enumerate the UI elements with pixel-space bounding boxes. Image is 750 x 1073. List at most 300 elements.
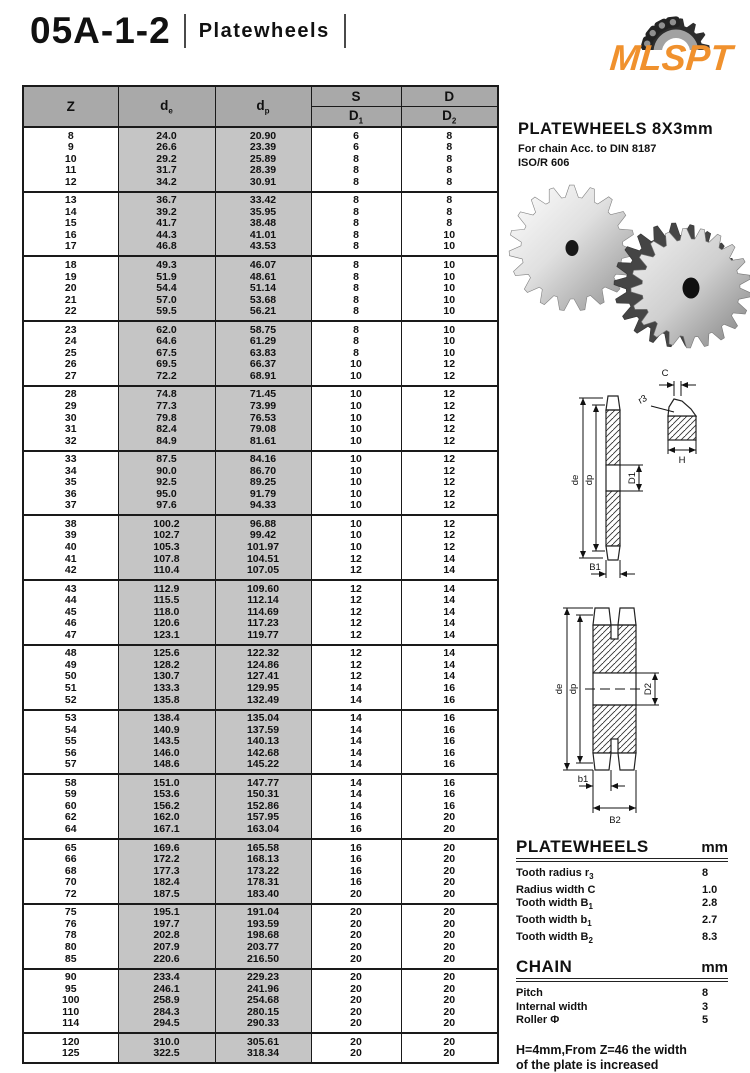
table-cell: 35 bbox=[23, 477, 118, 489]
table-cell: 20 bbox=[401, 877, 498, 889]
table-cell: 10 bbox=[311, 371, 401, 386]
table-cell: 13 bbox=[23, 192, 118, 207]
table-cell: 147.77 bbox=[215, 774, 311, 789]
spec-label: Tooth width $B_2$ bbox=[516, 930, 593, 945]
single-platewheel-photo bbox=[509, 185, 635, 311]
table-row bbox=[23, 710, 498, 725]
table-cell: 72 bbox=[23, 889, 118, 904]
table-cell: 12 bbox=[401, 489, 498, 501]
table-cell: 310.0 bbox=[118, 1033, 215, 1048]
table-cell: 140.9 bbox=[118, 725, 215, 737]
table-row bbox=[23, 759, 498, 774]
table-cell: 41.01 bbox=[215, 230, 311, 242]
spec-row bbox=[516, 897, 728, 914]
table-cell: 8 bbox=[401, 218, 498, 230]
table-cell: 10 bbox=[311, 489, 401, 501]
table-cell: 79.8 bbox=[118, 413, 215, 425]
table-cell: 39 bbox=[23, 530, 118, 542]
table-cell: 12 bbox=[401, 386, 498, 401]
table-cell: 35.95 bbox=[215, 207, 311, 219]
table-cell: 41.7 bbox=[118, 218, 215, 230]
spec-value: 8 bbox=[702, 987, 709, 1000]
table-cell: 20 bbox=[311, 889, 401, 904]
table-cell: 203.77 bbox=[215, 942, 311, 954]
table-cell: 11 bbox=[23, 165, 118, 177]
table-cell: 25.89 bbox=[215, 154, 311, 166]
table-cell: 46.07 bbox=[215, 256, 311, 271]
table-cell: 8 bbox=[311, 336, 401, 348]
table-cell: 12 bbox=[401, 401, 498, 413]
table-cell: 20 bbox=[401, 1007, 498, 1019]
table-cell: 163.04 bbox=[215, 824, 311, 839]
dim-label-de: de bbox=[570, 474, 581, 486]
table-cell: 30 bbox=[23, 413, 118, 425]
table-cell: 207.9 bbox=[118, 942, 215, 954]
spec-row bbox=[516, 931, 728, 948]
table-cell: 10 bbox=[311, 424, 401, 436]
table-cell: 29 bbox=[23, 401, 118, 413]
table-cell: 148.6 bbox=[118, 759, 215, 774]
table-cell: 322.5 bbox=[118, 1048, 215, 1063]
table-cell: 66 bbox=[23, 854, 118, 866]
table-cell: 168.13 bbox=[215, 854, 311, 866]
table-cell: 294.5 bbox=[118, 1018, 215, 1033]
table-header bbox=[23, 86, 498, 127]
spec-value: 1.0 bbox=[702, 883, 718, 896]
table-cell: 12 bbox=[401, 530, 498, 542]
table-cell: 12 bbox=[401, 359, 498, 371]
table-cell: 8 bbox=[311, 218, 401, 230]
chain-spec-heading bbox=[516, 957, 728, 982]
table-cell: 8 bbox=[401, 177, 498, 192]
table-cell: 66.37 bbox=[215, 359, 311, 371]
divider bbox=[184, 14, 186, 48]
table-cell: 20 bbox=[401, 889, 498, 904]
table-cell: 20 bbox=[401, 969, 498, 984]
col-d2: $D_2$ bbox=[401, 107, 498, 128]
col-z: Z bbox=[23, 86, 118, 127]
table-cell: 92.5 bbox=[118, 477, 215, 489]
table-cell: 73.99 bbox=[215, 401, 311, 413]
table-cell: 8 bbox=[401, 207, 498, 219]
table-cell: 45 bbox=[23, 607, 118, 619]
table-cell: 75 bbox=[23, 904, 118, 919]
spec-value: 2.8 bbox=[702, 897, 718, 910]
table-cell: 25 bbox=[23, 348, 118, 360]
table-cell: 20 bbox=[311, 904, 401, 919]
table-cell: 10 bbox=[311, 386, 401, 401]
duplex-platewheel-drawing bbox=[543, 585, 748, 833]
table-cell: 202.8 bbox=[118, 930, 215, 942]
spec-row bbox=[516, 987, 728, 1001]
table-cell: 20 bbox=[311, 1033, 401, 1048]
table-cell: 54.4 bbox=[118, 283, 215, 295]
table-cell: 107.8 bbox=[118, 554, 215, 566]
table-cell: 305.61 bbox=[215, 1033, 311, 1048]
table-cell: 8 bbox=[311, 306, 401, 321]
single-platewheel-drawing bbox=[553, 358, 748, 586]
table-cell: 52 bbox=[23, 695, 118, 710]
table-cell: 182.4 bbox=[118, 877, 215, 889]
table-cell: 8 bbox=[401, 142, 498, 154]
table-cell: 16 bbox=[401, 789, 498, 801]
table-cell: 122.32 bbox=[215, 645, 311, 660]
footnote-line1: H=4mm,From Z=46 the width bbox=[516, 1042, 687, 1057]
table-cell: 8 bbox=[401, 165, 498, 177]
table-cell: 16 bbox=[401, 725, 498, 737]
table-cell: 100.2 bbox=[118, 515, 215, 530]
table-cell: 12 bbox=[311, 595, 401, 607]
table-cell: 71.45 bbox=[215, 386, 311, 401]
table-cell: 10 bbox=[401, 256, 498, 271]
platewheels-spec-unit: mm bbox=[701, 839, 728, 856]
table-cell: 12 bbox=[311, 630, 401, 645]
table-cell: 16 bbox=[311, 877, 401, 889]
table-row bbox=[23, 645, 498, 660]
table-row bbox=[23, 824, 498, 839]
table-cell: 31 bbox=[23, 424, 118, 436]
table-cell: 14 bbox=[401, 607, 498, 619]
table-row bbox=[23, 500, 498, 515]
table-cell: 64 bbox=[23, 824, 118, 839]
table-cell: 58 bbox=[23, 774, 118, 789]
table-cell: 10 bbox=[401, 306, 498, 321]
table-cell: 48.61 bbox=[215, 272, 311, 284]
table-cell: 68.91 bbox=[215, 371, 311, 386]
table-cell: 20 bbox=[311, 1007, 401, 1019]
table-cell: 62 bbox=[23, 812, 118, 824]
spec-value: 3 bbox=[702, 1000, 709, 1013]
table-cell: 51.9 bbox=[118, 272, 215, 284]
table-cell: 12 bbox=[311, 660, 401, 672]
dim-label-dp: dp bbox=[568, 683, 579, 695]
table-cell: 153.6 bbox=[118, 789, 215, 801]
table-cell: 96.88 bbox=[215, 515, 311, 530]
table-cell: 14 bbox=[311, 736, 401, 748]
table-cell: 128.2 bbox=[118, 660, 215, 672]
table-cell: 8 bbox=[401, 192, 498, 207]
table-cell: 51.14 bbox=[215, 283, 311, 295]
table-cell: 129.95 bbox=[215, 683, 311, 695]
table-cell: 50 bbox=[23, 671, 118, 683]
duplex-platewheel-photo bbox=[614, 223, 750, 348]
table-cell: 157.95 bbox=[215, 812, 311, 824]
table-cell: 77.3 bbox=[118, 401, 215, 413]
table-cell: 31.7 bbox=[118, 165, 215, 177]
table-cell: 10 bbox=[311, 515, 401, 530]
col-de: $d_e$ bbox=[118, 86, 215, 127]
table-cell: 19 bbox=[23, 272, 118, 284]
table-cell: 34 bbox=[23, 466, 118, 478]
table-cell: 10 bbox=[401, 241, 498, 256]
dimension-table bbox=[22, 85, 499, 1064]
table-cell: 220.6 bbox=[118, 954, 215, 969]
table-cell: 51 bbox=[23, 683, 118, 695]
table-row bbox=[23, 969, 498, 984]
table-row bbox=[23, 854, 498, 866]
table-cell: 18 bbox=[23, 256, 118, 271]
table-cell: 10 bbox=[401, 295, 498, 307]
spec-value: 8 bbox=[702, 867, 709, 879]
table-cell: 90 bbox=[23, 969, 118, 984]
table-cell: 46 bbox=[23, 618, 118, 630]
table-cell: 114.69 bbox=[215, 607, 311, 619]
table-cell: 20 bbox=[311, 942, 401, 954]
table-cell: 198.68 bbox=[215, 930, 311, 942]
table-cell: 70 bbox=[23, 877, 118, 889]
table-cell: 104.51 bbox=[215, 554, 311, 566]
table-cell: 80 bbox=[23, 942, 118, 954]
table-cell: 38 bbox=[23, 515, 118, 530]
table-cell: 137.59 bbox=[215, 725, 311, 737]
table-cell: 119.77 bbox=[215, 630, 311, 645]
table-row bbox=[23, 683, 498, 695]
table-cell: 20 bbox=[401, 812, 498, 824]
table-cell: 14 bbox=[401, 630, 498, 645]
spec-label: Tooth radius $r_3$ bbox=[516, 867, 594, 882]
table-cell: 12 bbox=[401, 466, 498, 478]
table-cell: 10 bbox=[401, 336, 498, 348]
table-row bbox=[23, 695, 498, 710]
table-cell: 36.7 bbox=[118, 192, 215, 207]
col-d: D bbox=[401, 86, 498, 107]
table-cell: 16 bbox=[23, 230, 118, 242]
page-subtitle: Platewheels bbox=[198, 19, 330, 42]
table-cell: 94.33 bbox=[215, 500, 311, 515]
table-cell: 20 bbox=[401, 866, 498, 878]
table-cell: 17 bbox=[23, 241, 118, 256]
table-cell: 120.6 bbox=[118, 618, 215, 630]
table-row bbox=[23, 127, 498, 142]
table-cell: 58.75 bbox=[215, 321, 311, 336]
table-cell: 55 bbox=[23, 736, 118, 748]
table-cell: 24.0 bbox=[118, 127, 215, 142]
dim-label-b1: b1 bbox=[577, 774, 589, 785]
table-cell: 85 bbox=[23, 954, 118, 969]
table-cell: 10 bbox=[311, 477, 401, 489]
table-cell: 112.9 bbox=[118, 580, 215, 595]
table-cell: 95 bbox=[23, 984, 118, 996]
table-row bbox=[23, 451, 498, 466]
table-cell: 14 bbox=[401, 565, 498, 580]
table-cell: 39.2 bbox=[118, 207, 215, 219]
table-cell: 10 bbox=[311, 500, 401, 515]
table-row bbox=[23, 904, 498, 919]
table-cell: 20 bbox=[401, 930, 498, 942]
col-s: S bbox=[311, 86, 401, 107]
table-row bbox=[23, 515, 498, 530]
table-cell: 12 bbox=[311, 645, 401, 660]
table-cell: 29.2 bbox=[118, 154, 215, 166]
table-cell: 146.0 bbox=[118, 748, 215, 760]
spec-label: Tooth width $B_1$ bbox=[516, 897, 593, 912]
table-row bbox=[23, 839, 498, 854]
page-title: 05A-1-2 bbox=[30, 10, 171, 51]
table-cell: 16 bbox=[401, 801, 498, 813]
table-cell: 61.29 bbox=[215, 336, 311, 348]
table-cell: 110 bbox=[23, 1007, 118, 1019]
table-cell: 318.34 bbox=[215, 1048, 311, 1063]
table-cell: 44.3 bbox=[118, 230, 215, 242]
table-cell: 109.60 bbox=[215, 580, 311, 595]
table-cell: 37 bbox=[23, 500, 118, 515]
table-row bbox=[23, 436, 498, 451]
table-row bbox=[23, 424, 498, 436]
table-cell: 16 bbox=[401, 759, 498, 774]
table-cell: 68 bbox=[23, 866, 118, 878]
footnote bbox=[516, 1043, 728, 1073]
table-cell: 8 bbox=[311, 272, 401, 284]
table-cell: 81.61 bbox=[215, 436, 311, 451]
table-cell: 38.48 bbox=[215, 218, 311, 230]
table-cell: 20 bbox=[23, 283, 118, 295]
table-cell: 42 bbox=[23, 565, 118, 580]
table-cell: 14 bbox=[401, 660, 498, 672]
table-row bbox=[23, 1018, 498, 1033]
table-cell: 20 bbox=[311, 930, 401, 942]
table-cell: 8 bbox=[23, 127, 118, 142]
table-row bbox=[23, 321, 498, 336]
table-cell: 95.0 bbox=[118, 489, 215, 501]
table-cell: 10 bbox=[311, 359, 401, 371]
table-cell: 162.0 bbox=[118, 812, 215, 824]
table-row bbox=[23, 954, 498, 969]
table-row bbox=[23, 306, 498, 321]
table-cell: 16 bbox=[311, 824, 401, 839]
table-cell: 43.53 bbox=[215, 241, 311, 256]
table-cell: 33.42 bbox=[215, 192, 311, 207]
spec-row bbox=[516, 1001, 728, 1015]
table-cell: 86.70 bbox=[215, 466, 311, 478]
table-cell: 20 bbox=[401, 839, 498, 854]
table-cell: 12 bbox=[401, 500, 498, 515]
table-row bbox=[23, 401, 498, 413]
table-cell: 10 bbox=[401, 348, 498, 360]
table-cell: 20 bbox=[311, 919, 401, 931]
table-cell: 20.90 bbox=[215, 127, 311, 142]
table-cell: 280.15 bbox=[215, 1007, 311, 1019]
table-cell: 151.0 bbox=[118, 774, 215, 789]
table-cell: 34.2 bbox=[118, 177, 215, 192]
table-cell: 14 bbox=[311, 748, 401, 760]
table-cell: 10 bbox=[23, 154, 118, 166]
spec-label: Tooth width $b_1$ bbox=[516, 913, 592, 929]
table-cell: 56.21 bbox=[215, 306, 311, 321]
table-cell: 72.2 bbox=[118, 371, 215, 386]
table-cell: 20 bbox=[401, 1048, 498, 1063]
table-cell: 6 bbox=[311, 127, 401, 142]
table-cell: 47 bbox=[23, 630, 118, 645]
table-cell: 8 bbox=[311, 230, 401, 242]
table-cell: 20 bbox=[401, 942, 498, 954]
table-cell: 12 bbox=[401, 371, 498, 386]
table-cell: 12 bbox=[311, 565, 401, 580]
table-cell: 102.7 bbox=[118, 530, 215, 542]
table-cell: 118.0 bbox=[118, 607, 215, 619]
table-cell: 107.05 bbox=[215, 565, 311, 580]
spec-value: 8.3 bbox=[702, 930, 718, 943]
spec-label: Radius width C bbox=[516, 883, 596, 896]
chain-spec-rows bbox=[516, 987, 728, 1028]
table-cell: 10 bbox=[311, 413, 401, 425]
table-cell: 56 bbox=[23, 748, 118, 760]
table-cell: 84.16 bbox=[215, 451, 311, 466]
chain-spec-unit: mm bbox=[701, 959, 728, 977]
table-cell: 62.0 bbox=[118, 321, 215, 336]
table-cell: 6 bbox=[311, 142, 401, 154]
table-cell: 8 bbox=[311, 207, 401, 219]
table-cell: 8 bbox=[401, 154, 498, 166]
table-row bbox=[23, 774, 498, 789]
table-row bbox=[23, 630, 498, 645]
table-cell: 99.42 bbox=[215, 530, 311, 542]
table-cell: 156.2 bbox=[118, 801, 215, 813]
table-cell: 117.23 bbox=[215, 618, 311, 630]
spec-value: 2.7 bbox=[702, 913, 718, 926]
table-cell: 187.5 bbox=[118, 889, 215, 904]
table-cell: 216.50 bbox=[215, 954, 311, 969]
spec-row bbox=[516, 1014, 728, 1028]
table-cell: 12 bbox=[401, 477, 498, 489]
table-cell: 290.33 bbox=[215, 1018, 311, 1033]
right-panel-line1: For chain Acc. to DIN 8187 bbox=[518, 143, 657, 155]
table-cell: 14 bbox=[401, 645, 498, 660]
table-cell: 16 bbox=[311, 839, 401, 854]
table-row bbox=[23, 371, 498, 386]
sprocket-photos bbox=[505, 172, 750, 374]
table-cell: 65 bbox=[23, 839, 118, 854]
table-cell: 21 bbox=[23, 295, 118, 307]
table-row bbox=[23, 386, 498, 401]
table-cell: 24 bbox=[23, 336, 118, 348]
table-cell: 135.04 bbox=[215, 710, 311, 725]
table-cell: 125.6 bbox=[118, 645, 215, 660]
table-cell: 20 bbox=[311, 969, 401, 984]
table-cell: 140.13 bbox=[215, 736, 311, 748]
table-cell: 76 bbox=[23, 919, 118, 931]
table-row bbox=[23, 995, 498, 1007]
table-row bbox=[23, 283, 498, 295]
table-row bbox=[23, 942, 498, 954]
table-cell: 12 bbox=[401, 515, 498, 530]
logo-text: MLSPT bbox=[608, 37, 734, 78]
table-cell: 20 bbox=[311, 1048, 401, 1063]
table-cell: 20 bbox=[401, 984, 498, 996]
table-cell: 10 bbox=[401, 283, 498, 295]
table-cell: 79.08 bbox=[215, 424, 311, 436]
table-cell: 167.1 bbox=[118, 824, 215, 839]
table-cell: 20 bbox=[401, 854, 498, 866]
table-cell: 193.59 bbox=[215, 919, 311, 931]
table-cell: 16 bbox=[311, 854, 401, 866]
table-cell: 43 bbox=[23, 580, 118, 595]
table-row bbox=[23, 889, 498, 904]
table-cell: 57 bbox=[23, 759, 118, 774]
table-cell: 12 bbox=[401, 413, 498, 425]
table-cell: 54 bbox=[23, 725, 118, 737]
table-cell: 169.6 bbox=[118, 839, 215, 854]
table-cell: 14 bbox=[401, 595, 498, 607]
table-cell: 12 bbox=[311, 671, 401, 683]
dim-label-c: C bbox=[661, 368, 669, 379]
table-cell: 125 bbox=[23, 1048, 118, 1063]
table-cell: 12 bbox=[401, 542, 498, 554]
table-cell: 229.23 bbox=[215, 969, 311, 984]
table-cell: 8 bbox=[311, 283, 401, 295]
table-cell: 10 bbox=[401, 321, 498, 336]
logo bbox=[600, 4, 732, 79]
table-cell: 64.6 bbox=[118, 336, 215, 348]
